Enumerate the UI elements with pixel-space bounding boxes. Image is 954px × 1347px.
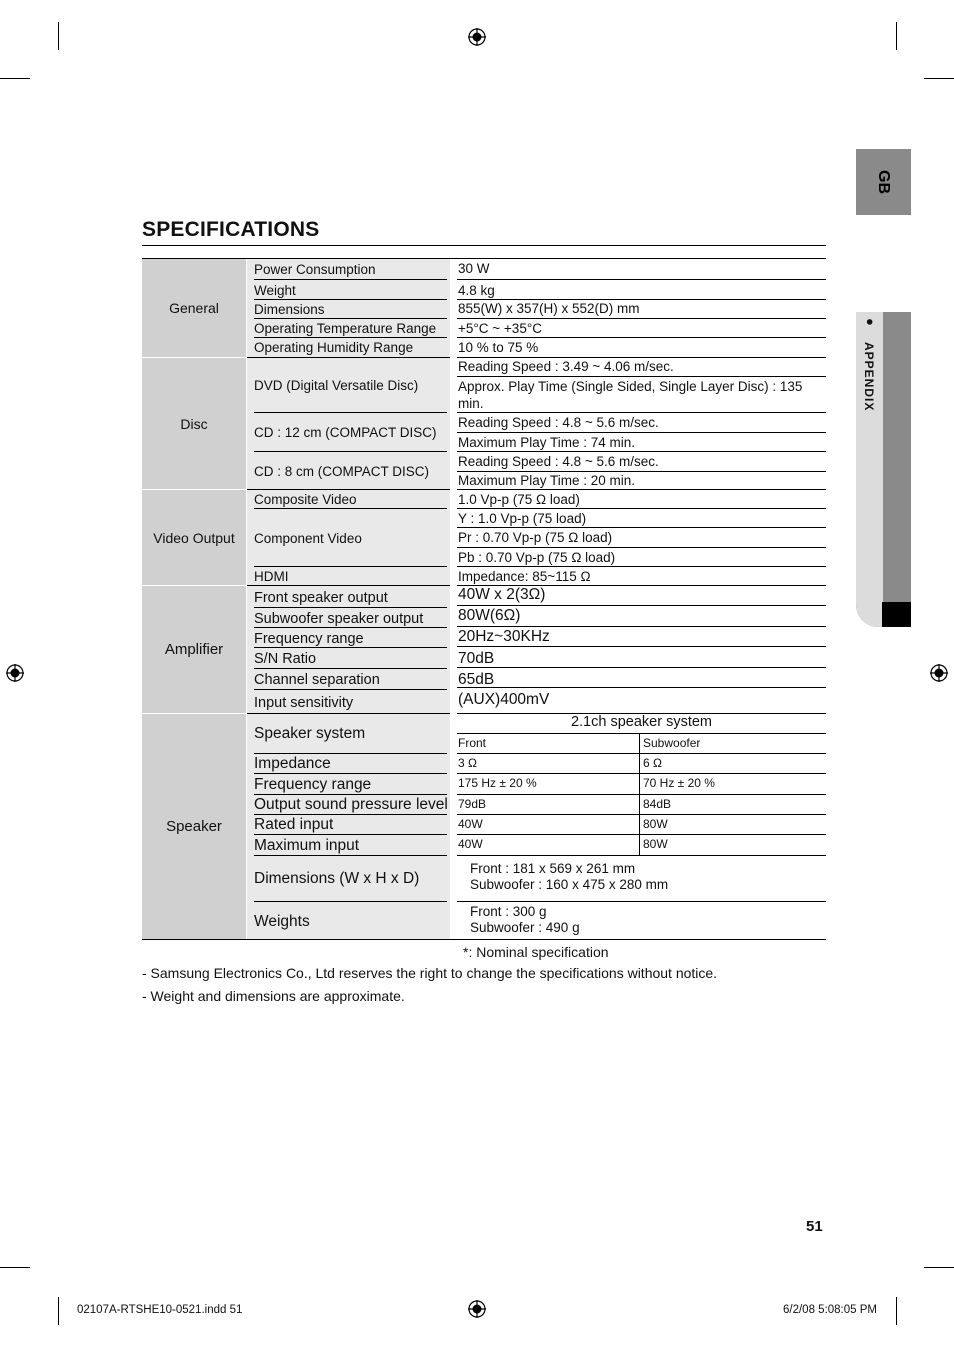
footnote: - Samsung Electronics Co., Ltd reserves the right to change the specifications without notice. [142,965,718,981]
spec-label: Channel separation [254,672,380,688]
category-label: Amplifier [164,641,224,658]
page-number: 51 [806,1218,823,1235]
spec-value: Front : 181 x 569 x 261 mm [470,861,636,876]
nominal-note: *: Nominal specification [463,944,609,960]
spec-value: 80W [643,837,668,851]
category-speaker [142,714,246,939]
spec-value: Reading Speed : 4.8 ~ 5.6 m/sec. [458,454,659,469]
spec-label: CD : 8 cm (COMPACT DISC) [254,464,430,479]
spec-value: 65dB [458,671,495,688]
spec-value: min. [458,396,484,411]
spec-value: 40W [458,817,483,831]
spec-value: 175 Hz ± 20 % [458,776,537,790]
category-label: Video Output [153,529,235,546]
spec-value: 4.8 kg [458,283,495,298]
footer-file: 02107A-RTSHE10-0521.indd 51 [77,1304,243,1316]
footnote: - Weight and dimensions are approximate. [142,988,405,1004]
spec-label: Weight [254,283,296,298]
spec-label: Rated input [254,816,334,833]
spec-value: Approx. Play Time (Single Sided, Single Layer Disc) : 135 [458,379,803,394]
footer-date: 6/2/08 5:08:05 PM [783,1304,877,1316]
spec-label: Maximum input [254,837,360,854]
spec-label: Frequency range [254,631,364,647]
spec-value: 1.0 Vp-p (75 Ω load) [458,492,580,507]
spec-label: CD : 12 cm (COMPACT DISC) [254,425,437,440]
registration-mark-icon [6,664,24,682]
crop-mark [924,78,954,79]
speaker-col-header: Front [458,736,487,750]
spec-value: Reading Speed : 4.8 ~ 5.6 m/sec. [458,415,659,430]
spec-label: Impedance [254,755,331,772]
spec-value: 40W [458,837,483,851]
spec-label: Component Video [254,531,362,546]
registration-mark-icon [468,1300,486,1318]
category-label: General [169,299,219,316]
registration-mark-icon [930,664,948,682]
spec-value: 70 Hz ± 20 % [643,776,715,790]
crop-mark [0,1267,30,1268]
spec-value: (AUX)400mV [458,691,550,708]
language-tab-label: GB [875,170,892,194]
spec-label: Dimensions (W x H x D) [254,870,420,887]
spec-value: Front : 300 g [470,904,547,919]
spec-label: Speaker system [254,725,366,742]
spec-value: 20Hz~30KHz [458,628,550,645]
page-title: SPECIFICATIONS [142,218,320,241]
category-general [142,258,246,357]
section-bullet-icon: ● [863,318,878,326]
spec-value: Reading Speed : 3.49 ~ 4.06 m/sec. [458,359,674,374]
category-video-output [142,490,246,585]
crop-mark [896,22,897,50]
spec-value: Impedance: 85~115 Ω [458,569,591,584]
spec-label: Front speaker output [254,590,388,606]
spec-value: Maximum Play Time : 74 min. [458,435,636,450]
crop-mark [924,1267,954,1268]
spec-label: Subwoofer speaker output [254,611,424,627]
spec-label: Input sensitivity [254,695,354,711]
spec-label: Operating Humidity Range [254,340,414,355]
spec-label: DVD (Digital Versatile Disc) [254,378,419,393]
spec-value: 40W x 2(3Ω) [458,586,546,603]
spec-value: 79dB [458,797,487,811]
spec-label: Frequency range [254,776,372,793]
spec-value: Y : 1.0 Vp-p (75 load) [458,511,587,526]
spec-value: 855(W) x 357(H) x 552(D) mm [458,301,640,316]
category-amplifier [142,586,246,713]
speaker-col-header: Subwoofer [643,736,701,750]
spec-value: Pb : 0.70 Vp-p (75 Ω load) [458,550,616,565]
spec-label: Dimensions [254,302,325,317]
spec-value: 30 W [458,261,490,276]
spec-label: Power Consumption [254,262,376,277]
spec-value: 84dB [643,797,672,811]
spec-value: Pr : 0.70 Vp-p (75 Ω load) [458,530,613,545]
crop-mark [896,1297,897,1325]
spec-value: 6 Ω [643,756,662,770]
crop-mark [58,22,59,50]
spec-label: Operating Temperature Range [254,321,437,336]
crop-mark [0,78,30,79]
spec-value: 80W [643,817,668,831]
spec-label: Weights [254,913,310,930]
spec-value: 10 % to 75 % [458,340,539,355]
spec-value: 70dB [458,650,495,667]
title-rule [142,245,826,246]
spec-value: 2.1ch speaker system [570,714,713,730]
spec-value: 80W(6Ω) [458,607,521,624]
category-label: Disc [180,415,208,432]
category-label: Speaker [166,818,222,835]
registration-mark-icon [468,28,486,46]
section-tab-marker [882,602,911,627]
spec-value: Subwoofer : 160 x 475 x 280 mm [470,877,669,892]
spec-label: S/N Ratio [254,651,317,667]
section-tab-label: APPENDIX [862,342,876,412]
crop-mark [58,1297,59,1325]
spec-value: 3 Ω [458,756,477,770]
spec-value: +5°C ~ +35°C [458,321,542,336]
spec-label: Composite Video [254,492,357,507]
category-disc [142,358,246,489]
spec-label: HDMI [254,569,289,584]
spec-label: Output sound pressure level [254,796,448,813]
spec-value: Subwoofer : 490 g [470,920,580,935]
spec-value: Maximum Play Time : 20 min. [458,473,636,488]
